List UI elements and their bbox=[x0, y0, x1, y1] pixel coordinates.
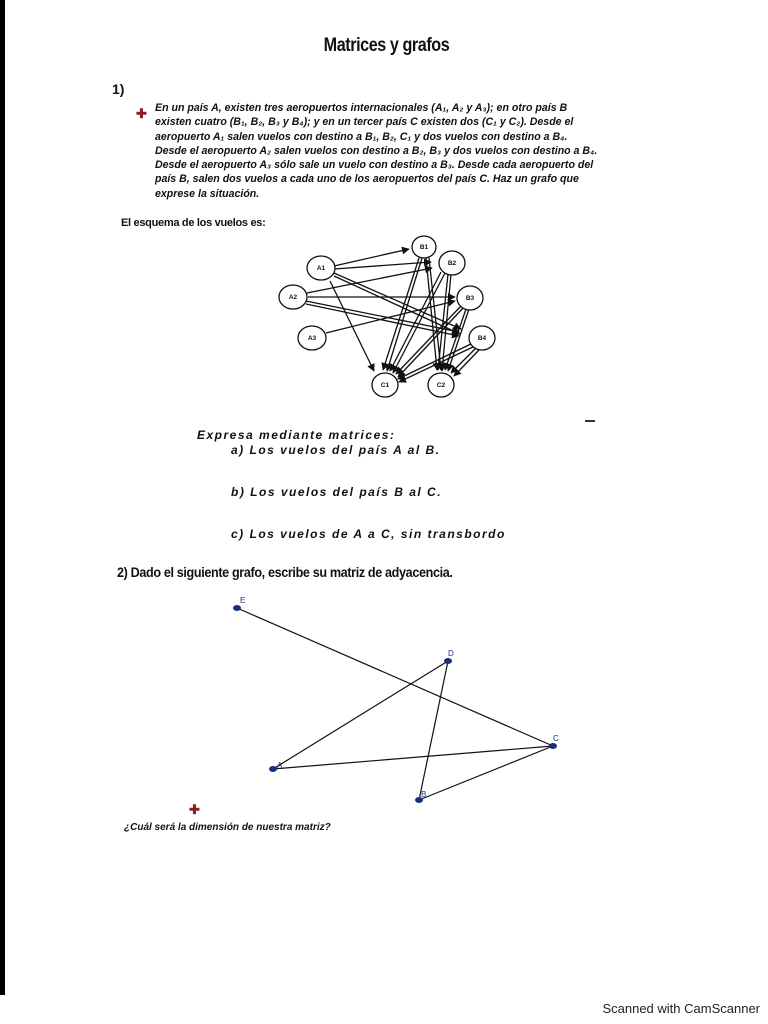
page-title: Matrices y grafos bbox=[323, 35, 450, 56]
edge-b4-c2 bbox=[454, 349, 480, 376]
statement-line: En un país A, existen tres aeropuertos internacionales (A₁, A₂ y A₃); en otro país B bbox=[155, 102, 568, 114]
stray-mark bbox=[585, 420, 595, 422]
vertex-e bbox=[233, 605, 241, 611]
vertex-label: D bbox=[448, 649, 454, 658]
statement-line: exprese la situación. bbox=[155, 187, 260, 200]
edge-a1-b1 bbox=[334, 249, 409, 266]
vertex-a bbox=[269, 766, 277, 772]
vertex-label: B bbox=[421, 790, 427, 799]
node-label: B2 bbox=[447, 260, 457, 267]
bullet-icon: ✚ bbox=[189, 802, 200, 817]
bullet-icon: ✚ bbox=[136, 106, 147, 121]
edge-b3-c2 bbox=[448, 309, 469, 371]
adjacency-graph bbox=[237, 608, 553, 800]
dimension-question: ¿Cuál será la dimensión de nuestra matriz? bbox=[124, 822, 331, 833]
statement-line: existen cuatro (B₁, B₂, B₃ y B₄); y en un tercer país C existen dos (C₁ y C₂). Desde el bbox=[155, 116, 574, 129]
vertex-d bbox=[444, 658, 452, 664]
exercise-c: c) Los vuelos de A a C, sin transbordo bbox=[231, 527, 506, 541]
statement-line: Desde el aeropuerto A₂ salen vuelos con destino a B₂, B₃ y dos vuelos con destino a B₄. bbox=[155, 144, 598, 157]
section-1-number: 1) bbox=[112, 81, 125, 97]
node-label: A2 bbox=[288, 294, 298, 301]
document-page bbox=[5, 0, 768, 995]
statement-line: país B, salen dos vuelos a cada uno de los aeropuertos del país C. Haz un grafo que bbox=[155, 173, 579, 186]
node-label: B1 bbox=[419, 244, 429, 251]
vertex-label: E bbox=[240, 596, 246, 605]
edge-a1-b4 bbox=[334, 273, 461, 329]
vertex-label: C bbox=[553, 734, 559, 743]
node-label: B4 bbox=[477, 335, 487, 342]
node-label: A3 bbox=[307, 335, 317, 342]
section-2-heading: 2) Dado el siguiente grafo, escribe su matriz de adyacencia. bbox=[117, 564, 453, 580]
exercise-b: b) Los vuelos del país B al C. bbox=[231, 485, 443, 499]
exercise-intro: Expresa mediante matrices: bbox=[197, 428, 396, 442]
diagram-caption: El esquema de los vuelos es: bbox=[121, 217, 266, 229]
statement-line: aeropuerto A₁ salen vuelos con destino a B₁, B₂, C₁ y dos vuelos con destino a B₄. bbox=[155, 130, 568, 143]
statement-line: Desde el aeropuerto A₃ sólo sale un vuelo con destino a B₃. Desde cada aeropuerto del bbox=[155, 159, 594, 172]
node-label: A1 bbox=[316, 265, 326, 272]
edge-d-b bbox=[419, 661, 448, 800]
edge-d-a bbox=[273, 661, 448, 769]
edge-e-c bbox=[237, 608, 553, 746]
edge-c-b bbox=[419, 746, 553, 800]
scanner-watermark: Scanned with CamScanner bbox=[602, 1001, 760, 1016]
exercise-a: a) Los vuelos del país A al B. bbox=[231, 443, 441, 457]
vertex-c bbox=[549, 743, 557, 749]
node-label: B3 bbox=[465, 295, 475, 302]
node-label: C2 bbox=[436, 382, 446, 389]
edge-a-c bbox=[273, 746, 553, 769]
node-label: C1 bbox=[380, 382, 390, 389]
vertex-label: A bbox=[277, 761, 283, 770]
